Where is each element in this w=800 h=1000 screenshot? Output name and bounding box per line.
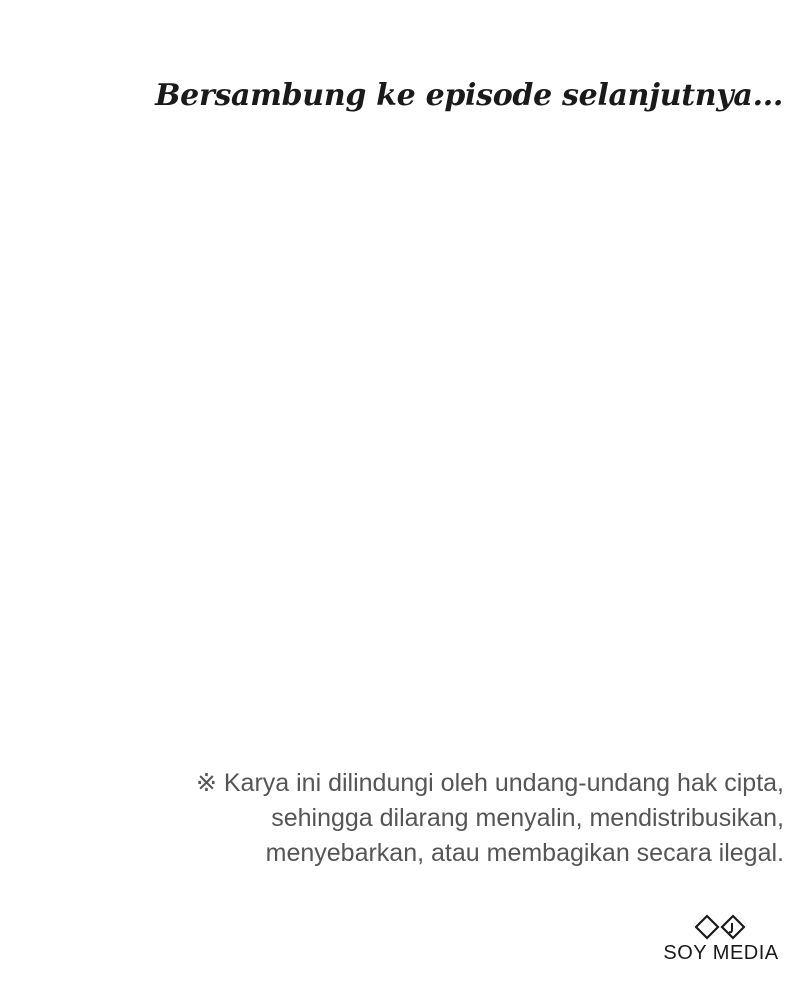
copyright-line: ※ Karya ini dilindungi oleh undang-undang hak cipta, [195, 769, 784, 797]
soy-media-logo-icon [695, 914, 745, 940]
copyright-notice [84, 766, 784, 871]
logo-text: SOY MEDIA [663, 942, 779, 964]
continuation-text: Bersambung ke episode selanjutnya... [155, 78, 783, 113]
publisher-logo [662, 914, 780, 970]
copyright-line: menyebarkan, atau membagikan secara ilegal. [265, 839, 784, 867]
copyright-line: sehingga dilarang menyalin, mendistribusikan, [271, 804, 784, 832]
